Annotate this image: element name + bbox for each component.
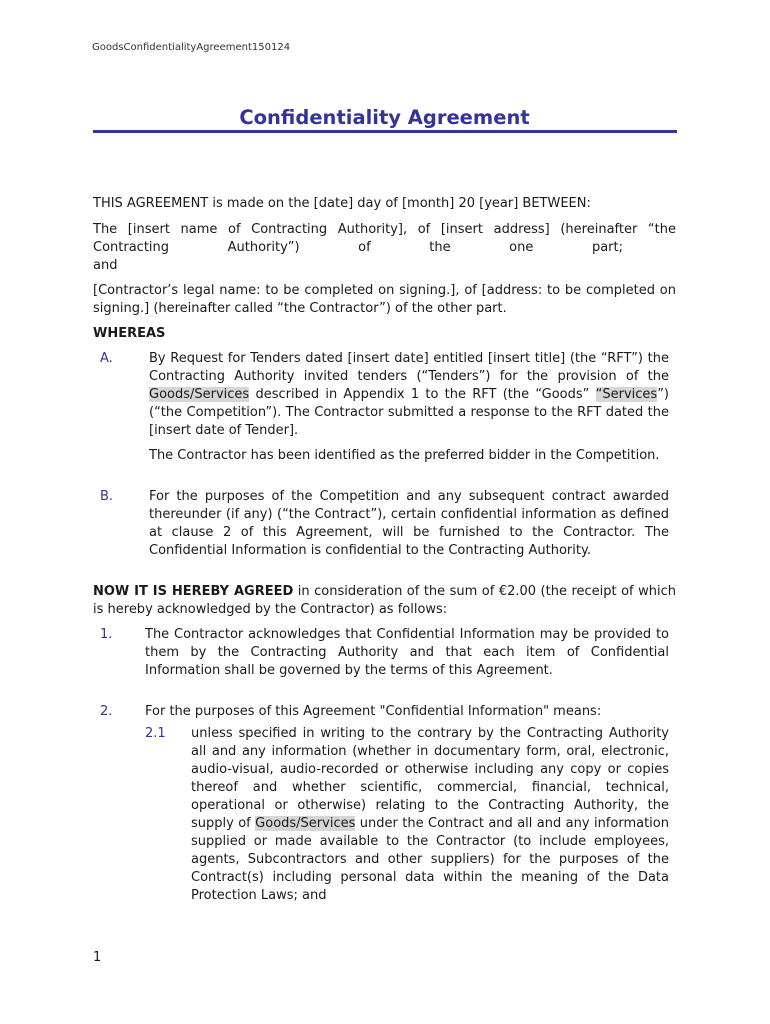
clause-2-marker: 2. bbox=[100, 704, 113, 719]
intro-paragraph: THIS AGREEMENT is made on the [date] day of [month] 20 [year] BETWEEN: bbox=[93, 196, 591, 211]
party-two-paragraph: [Contractor’s legal name: to be completed on signing.], of [address: to be completed on signing.] (hereinafter called “the Contractor”) of the other part. bbox=[93, 283, 676, 316]
clause-1-paragraph: The Contractor acknowledges that Confidential Information may be provided to them by the Contracting Authority and that each item of Confidential Information shall be governed by the terms of this Agreement. bbox=[145, 627, 669, 678]
services-highlight: “Services bbox=[595, 387, 658, 402]
title-underline bbox=[93, 130, 677, 133]
agreed-paragraph bbox=[93, 583, 676, 619]
clause-2-1-text-2: under the Contract and all and any information supplied or made available to the Contractor (to include employees, agents, Subcontractors and other suppliers) for the purposes of the Contract(s) including personal data within the meaning of the Data Protection Laws; and bbox=[191, 816, 669, 903]
clause-2-paragraph: For the purposes of this Agreement "Confidential Information" means: bbox=[145, 704, 602, 719]
page-number: 1 bbox=[93, 950, 102, 965]
recital-a-marker: A. bbox=[100, 351, 113, 366]
recital-a-second-paragraph: The Contractor has been identified as the preferred bidder in the Competition. bbox=[149, 448, 660, 463]
recital-b-paragraph: For the purposes of the Competition and any subsequent contract awarded thereunder (if any) (“the Contract”), certain confidential information as defined at clause 2 of this Agreement, will be furnished to the Contractor. The Confidential Information is confidential to the Contracting Authority. bbox=[149, 489, 669, 558]
whereas-heading: WHEREAS bbox=[93, 326, 166, 341]
recital-b-marker: B. bbox=[100, 489, 114, 504]
goods-services-highlight-2: Goods/Services bbox=[255, 816, 356, 831]
clause-2-1-text-1: unless specified in writing to the contrary by the Contracting Authority all and any information (whether in documentary form, oral, electronic, audio-visual, audio-recorded or otherwise including any copy or copies thereof and whether scientific, commercial, financial, technical, operational or otherwise) relating to the Contracting Authority, the supply of bbox=[191, 726, 669, 831]
agreed-text: in consideration of the sum of €2.00 (the receipt of which is hereby acknowledged by the Contractor) as follows: bbox=[93, 584, 676, 617]
clause-2-1-paragraph bbox=[191, 725, 669, 905]
page-title: Confidentiality Agreement bbox=[239, 106, 530, 129]
party-one-line-1: The [insert name of Contracting Authority], of [insert address] (hereinafter “the bbox=[93, 222, 676, 237]
document-reference: GoodsConfidentialityAgreement150124 bbox=[92, 42, 291, 53]
agreed-bold-text: NOW IT IS HEREBY AGREED bbox=[93, 584, 294, 599]
recital-a-text-3: ”) (“the Competition”). The Contractor submitted a response to the RFT dated the [insert date of Tender]. bbox=[149, 387, 669, 438]
recital-a-text-2: described in Appendix 1 to the RFT (the “Goods” bbox=[249, 387, 596, 402]
party-one-line-2: Contracting Authority”) of the one part; bbox=[93, 240, 623, 255]
clause-1-marker: 1. bbox=[100, 627, 113, 642]
goods-services-highlight: Goods/Services bbox=[149, 387, 250, 402]
party-and: and bbox=[93, 258, 118, 273]
clause-2-1-marker: 2.1 bbox=[145, 726, 166, 741]
recital-a-paragraph bbox=[149, 350, 669, 440]
recital-a-text-1: By Request for Tenders dated [insert date] entitled [insert title] (the “RFT”) the Contracting Authority invited tenders (“Tenders”) for the provision of the bbox=[149, 351, 669, 384]
